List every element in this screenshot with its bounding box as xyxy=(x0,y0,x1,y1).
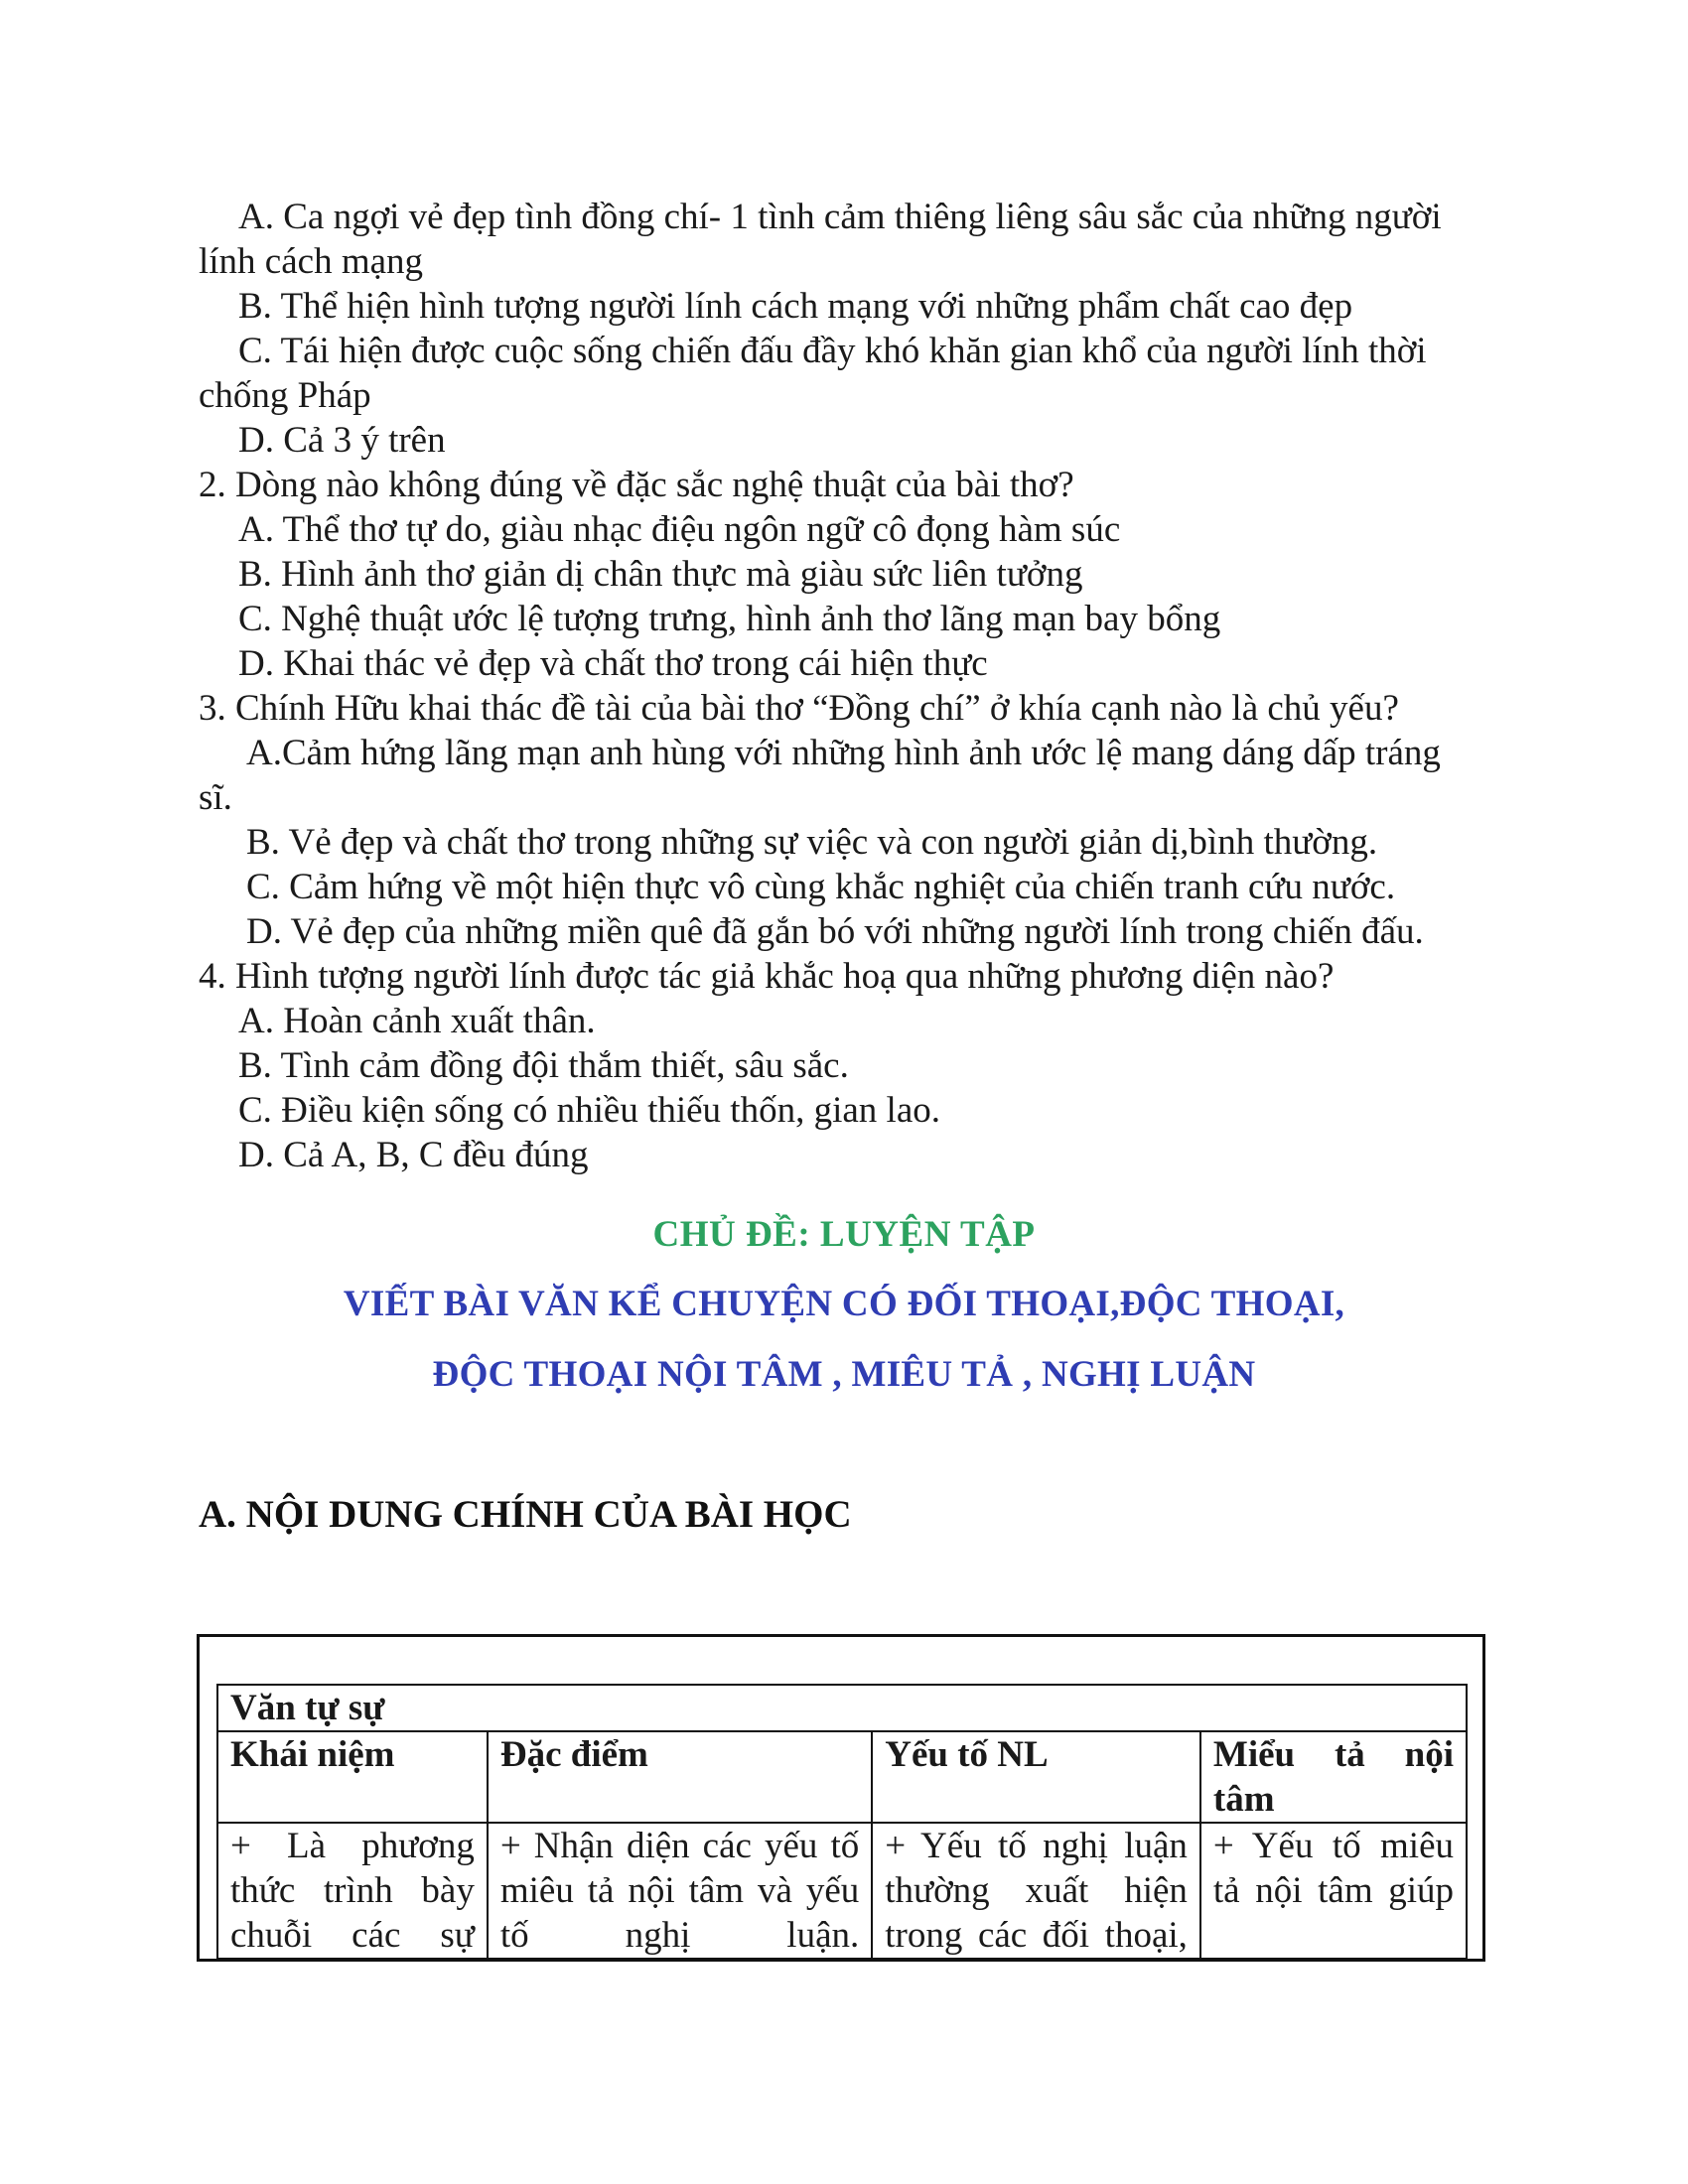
header-khai-niem: Khái niệm xyxy=(217,1731,488,1823)
cell-mieu-ta-noi-tam: + Yếu tố miêu tả nội tâm giúp xyxy=(1200,1823,1467,1959)
q2-option-a: A. Thể thơ tự do, giàu nhạc điệu ngôn ngữ cô đọng hàm súc xyxy=(238,509,1121,550)
topic-subtitle-line2: ĐỘC THOẠI NỘI TÂM , MIÊU TẢ , NGHỊ LUẬN xyxy=(432,1354,1256,1395)
q2-option-b: B. Hình ảnh thơ giản dị chân thực mà giàu sức liên tưởng xyxy=(238,554,1083,595)
q3-option-a-line1: A.Cảm hứng lãng mạn anh hùng với những hình ảnh ước lệ mang dáng dấp tráng xyxy=(246,733,1441,773)
q1-option-c-line1: C. Tái hiện được cuộc sống chiến đấu đầy khó khăn gian khổ của người lính thời xyxy=(238,331,1427,371)
q3-option-c: C. Cảm hứng về một hiện thực vô cùng khắc nghiệt của chiến tranh cứu nước. xyxy=(246,867,1396,907)
section-heading: A. NỘI DUNG CHÍNH CỦA BÀI HỌC xyxy=(199,1493,852,1536)
q4-option-b: B. Tình cảm đồng đội thắm thiết, sâu sắc. xyxy=(238,1045,849,1086)
header-dac-diem: Đặc điểm xyxy=(488,1731,872,1823)
content-table xyxy=(216,1684,1468,1960)
q1-option-c-line2: chống Pháp xyxy=(199,375,371,416)
document-body xyxy=(199,195,1489,1177)
table-title-row xyxy=(217,1685,1467,1731)
q4-option-d: D. Cả A, B, C đều đúng xyxy=(238,1135,589,1175)
q2-question: 2. Dòng nào không đúng về đặc sắc nghệ thuật của bài thơ? xyxy=(199,465,1074,505)
cell-khai-niem: + Là phương thức trình bày chuỗi các sự xyxy=(217,1823,488,1959)
cell-dac-diem: + Nhận diện các yếu tố miêu tả nội tâm và yếu tố nghị luận. xyxy=(488,1823,872,1959)
table-row xyxy=(217,1823,1467,1959)
q3-question: 3. Chính Hữu khai thác đề tài của bài thơ “Đồng chí” ở khía cạnh nào là chủ yếu? xyxy=(199,688,1399,729)
q4-question: 4. Hình tượng người lính được tác giả khắc hoạ qua những phương diện nào? xyxy=(199,956,1335,997)
q1-option-d: D. Cả 3 ý trên xyxy=(238,420,446,461)
header-yeu-to-nl: Yếu tố NL xyxy=(872,1731,1200,1823)
q3-option-d: D. Vẻ đẹp của những miền quê đã gắn bó với những người lính trong chiến đấu. xyxy=(246,911,1424,952)
q2-option-c: C. Nghệ thuật ước lệ tượng trưng, hình ảnh thơ lãng mạn bay bổng xyxy=(238,599,1221,639)
q3-option-a-line2: sĩ. xyxy=(199,777,232,818)
q4-option-c: C. Điều kiện sống có nhiều thiếu thốn, gian lao. xyxy=(238,1090,940,1131)
table-header-row xyxy=(217,1731,1467,1823)
table-title: Văn tự sự xyxy=(217,1685,1467,1731)
header-mieu-ta-noi-tam: Miểu tả nội tâm xyxy=(1200,1731,1467,1823)
q1-option-b: B. Thể hiện hình tượng người lính cách mạng với những phẩm chất cao đẹp xyxy=(238,286,1353,327)
cell-yeu-to-nl: + Yếu tố nghị luận thường xuất hiện trong các đối thoại, xyxy=(872,1823,1200,1959)
q4-option-a: A. Hoàn cảnh xuất thân. xyxy=(238,1001,596,1041)
q1-option-a-line2: lính cách mạng xyxy=(199,241,424,282)
topic-title: CHỦ ĐỀ: LUYỆN TẬP xyxy=(652,1214,1036,1255)
q1-option-a-line1: A. Ca ngợi vẻ đẹp tình đồng chí- 1 tình cảm thiêng liêng sâu sắc của những người xyxy=(238,197,1442,237)
q3-option-b: B. Vẻ đẹp và chất thơ trong những sự việc và con người giản dị,bình thường. xyxy=(246,822,1378,863)
topic-subtitle-line1: VIẾT BÀI VĂN KỂ CHUYỆN CÓ ĐỐI THOẠI,ĐỘC THOẠI, xyxy=(343,1284,1345,1324)
q2-option-d: D. Khai thác vẻ đẹp và chất thơ trong cái hiện thực xyxy=(238,643,988,684)
